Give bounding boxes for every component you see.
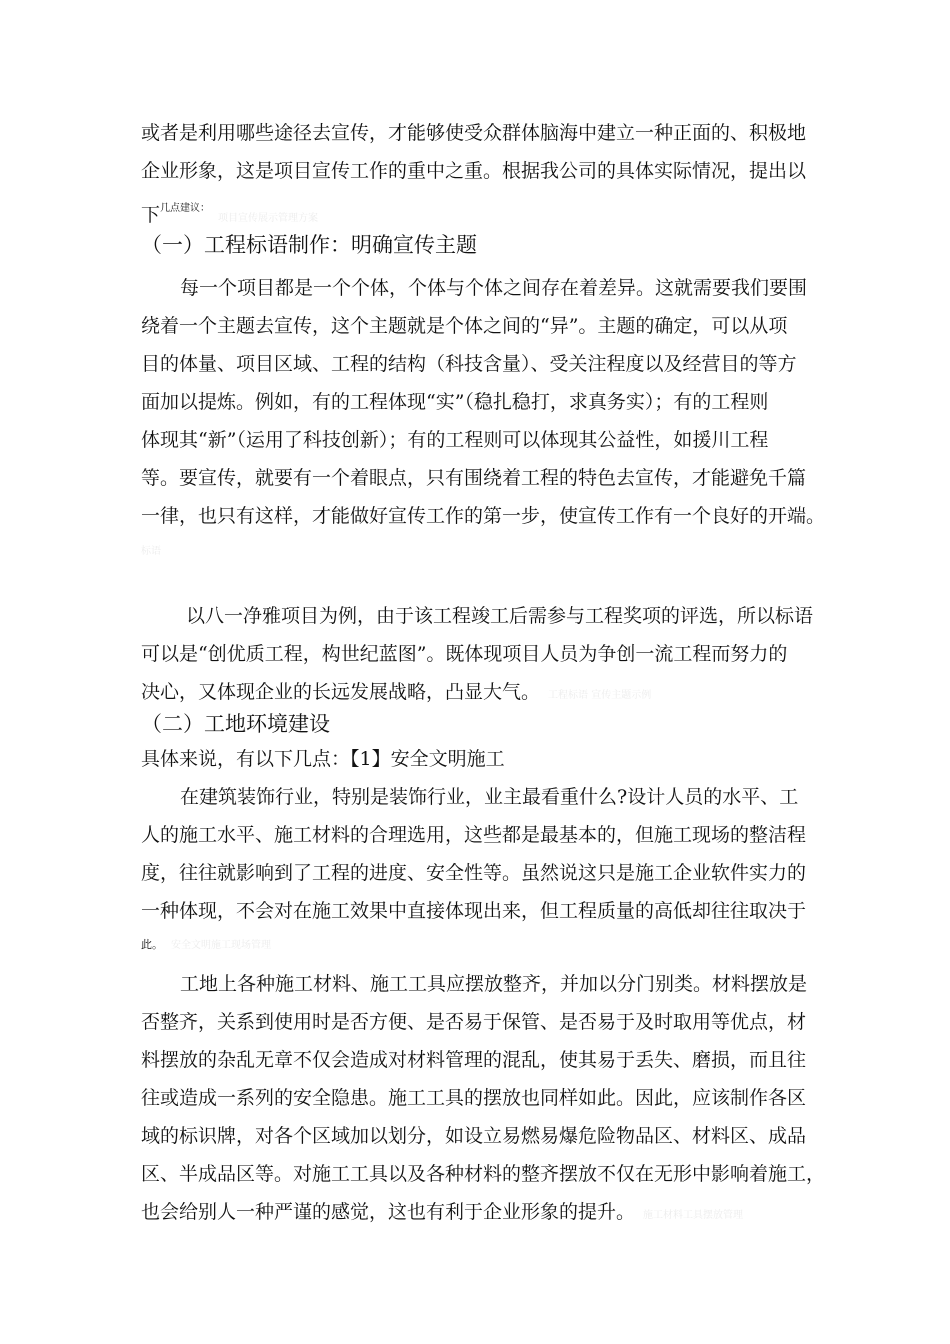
s1-para1-line-2: 绕着一个主题去宣传，这个主题就是个体之间的“异”。主题的确定，可以从项 xyxy=(141,315,788,337)
intro-line-2: 企业形象，这是项目宣传工作的重中之重。根据我公司的具体实际情况，提出以 xyxy=(141,160,807,182)
s2-para1-line-3: 度，往往就影响到了工程的进度、安全性等。虽然说这只是施工企业软件实力的 xyxy=(141,862,807,884)
s2-para2-line-4: 往或造成一系列的安全隐患。施工工具的摆放也同样如此。因此，应该制作各区 xyxy=(141,1087,807,1109)
intro-line-3-small: 几点建议： xyxy=(160,203,211,214)
s1-para1-line-5: 体现其“新”（运用了科技创新）；有的工程则可以体现其公益性，如援川工程 xyxy=(141,429,769,451)
intro-line-3-faint: 项目宣传展示管理方案 xyxy=(218,213,319,224)
intro-line-3 xyxy=(141,196,318,232)
s2-para2-line-1: 工地上各种施工材料、施工工具应摆放整齐，并加以分门别类。材料摆放是 xyxy=(180,973,808,995)
s1-para1-line-7: 一律，也只有这样，才能做好宣传工作的第一步，使宣传工作有一个良好的开端。 xyxy=(141,505,826,527)
s2-para2-line-7-text: 也会给别人一种严谨的感觉，这也有利于企业形象的提升。 xyxy=(141,1201,636,1223)
section2-subline: 具体来说，有以下几点：【1】安全文明施工 xyxy=(141,748,505,770)
s1-faint-note: 标语 xyxy=(141,546,161,557)
s2-para1-end xyxy=(141,932,271,959)
s1-para1-line-3: 目的体量、项目区域、工程的结构（科技含量）、受关注程度以及经营目的等方 xyxy=(141,353,797,375)
s1-para1-line-1: 每一个项目都是一个个体，个体与个体之间存在着差异。这就需要我们要围 xyxy=(180,277,808,299)
s1-para2-line-3-text: 决心，又体现企业的长远发展战略，凸显大气。 xyxy=(141,681,541,703)
s2-para1-line-4: 一种体现，不会对在施工效果中直接体现出来，但工程质量的高低却往往取决于 xyxy=(141,900,807,922)
intro-line-1: 或者是利用哪些途径去宣传，才能够使受众群体脑海中建立一种正面的、积极地 xyxy=(141,122,807,144)
s2-para1-end-faint: 安全文明施工现场管理 xyxy=(171,940,271,951)
section1-heading: （一）工程标语制作：明确宣传主题 xyxy=(141,233,477,257)
s2-para1-line-1: 在建筑装饰行业，特别是装饰行业，业主最看重什么?设计人员的水平、工 xyxy=(180,786,799,808)
s2-para2-line-6: 区、半成品区等。对施工工具以及各种材料的整齐摆放不仅在无形中影响着施工， xyxy=(141,1163,826,1185)
section2-heading: （二）工地环境建设 xyxy=(141,712,330,736)
s1-para2-line-1: 以八一净雅项目为例，由于该工程竣工后需参与工程奖项的评选，所以标语 xyxy=(186,605,814,627)
s1-para2-line-2: 可以是“创优质工程，构世纪蓝图”。既体现项目人员为争创一流工程而努力的 xyxy=(141,643,788,665)
s1-para1-line-6: 等。要宣传，就要有一个着眼点，只有围绕着工程的特色去宣传，才能避免千篇 xyxy=(141,467,807,489)
s1-para1-line-4: 面加以提炼。例如，有的工程体现“实”（稳扎稳打，求真务实）；有的工程则 xyxy=(141,391,769,413)
s2-para2-line-3: 料摆放的杂乱无章不仅会造成对材料管理的混乱，使其易于丢失、磨损，而且往 xyxy=(141,1049,807,1071)
s1-para2-line-3 xyxy=(141,679,651,709)
s2-para2-faint: 施工材料工具摆放管理 xyxy=(643,1210,744,1221)
s2-para2-line-5: 域的标识牌，对各个区域加以划分，如设立易燃易爆危险物品区、材料区、成品 xyxy=(141,1125,807,1147)
s2-para2-line-7 xyxy=(141,1199,743,1229)
s1-para2-faint: 工程标语 宣传主题示例 xyxy=(548,690,652,701)
s2-para2-line-2: 否整齐，关系到使用时是否方便、是否易于保管、是否易于及时取用等优点，材 xyxy=(141,1011,807,1033)
intro-line-3-main: 下 xyxy=(141,204,161,226)
s2-para1-end-small: 此。 xyxy=(141,938,163,951)
s2-para1-line-2: 人的施工水平、施工材料的合理选用，这些都是最基本的，但施工现场的整洁程 xyxy=(141,824,807,846)
